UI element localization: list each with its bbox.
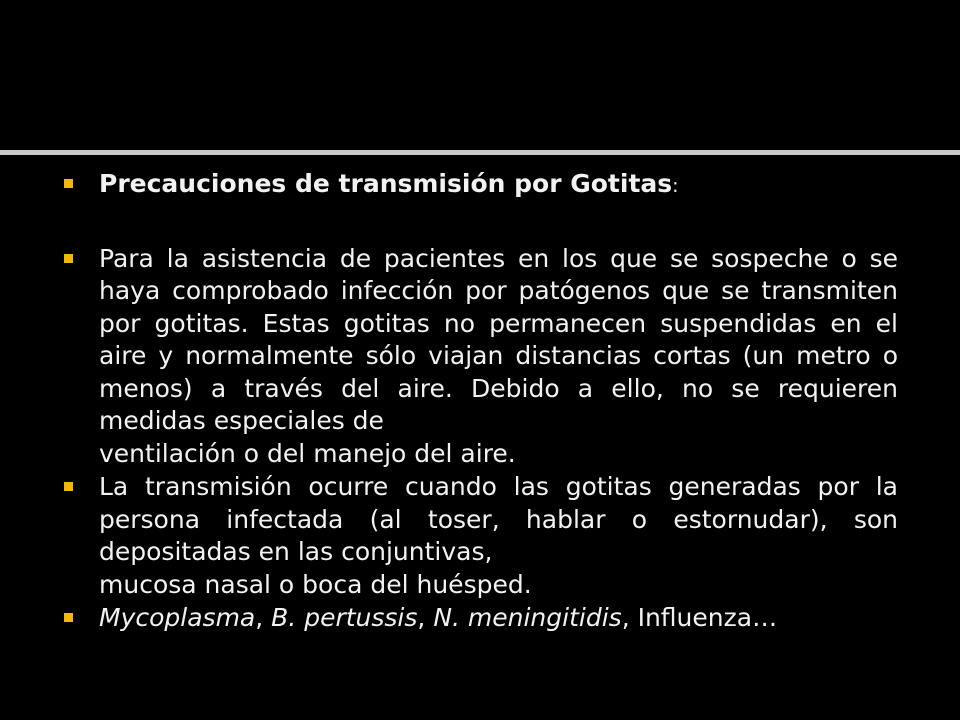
separator: , bbox=[417, 603, 434, 632]
assistance-text: Para la asistencia de pacientes en los que se sospeche o se haya comprobado infección por patógenos que se transmiten por gotitas. Estas gotitas no permanecen suspendidas en el aire y normalmente sólo viajan distancias cortas (un metro o menos) a través del aire. Debido a ello, no se requieren medidas especiales de bbox=[99, 243, 898, 435]
bullet-item-transmission bbox=[62, 471, 898, 601]
square-bullet-icon bbox=[64, 254, 73, 263]
transmission-text-last-line: mucosa nasal o boca del huésped. bbox=[99, 569, 532, 599]
assistance-text-last-line: ventilación o del manejo del aire. bbox=[99, 438, 516, 468]
organism-n-meningitidis: N. meningitidis bbox=[433, 603, 622, 632]
transmission-text: La transmisión ocurre cuando las gotitas generadas por la persona infectada (al toser, hablar o estornudar), son depositadas en las conjuntivas, bbox=[99, 472, 898, 566]
organism-influenza: Influenza… bbox=[637, 603, 778, 632]
precautions-heading: Precauciones de transmisión por Gotitas bbox=[99, 169, 673, 198]
separator: , bbox=[621, 603, 638, 632]
square-bullet-icon bbox=[64, 613, 73, 622]
title-divider bbox=[0, 150, 960, 155]
organism-b-pertussis: B. pertussis bbox=[271, 603, 418, 632]
title-area bbox=[0, 0, 960, 150]
organism-mycoplasma: Mycoplasma bbox=[99, 603, 256, 632]
separator: , bbox=[255, 603, 272, 632]
square-bullet-icon bbox=[64, 179, 73, 188]
bullet-item-precautions bbox=[62, 168, 898, 203]
bullet-item-assistance bbox=[62, 243, 898, 471]
spacer bbox=[62, 203, 898, 243]
slide-content bbox=[62, 168, 898, 635]
square-bullet-icon bbox=[64, 482, 73, 491]
bullet-item-organisms bbox=[62, 602, 898, 635]
heading-colon: : bbox=[672, 175, 679, 197]
